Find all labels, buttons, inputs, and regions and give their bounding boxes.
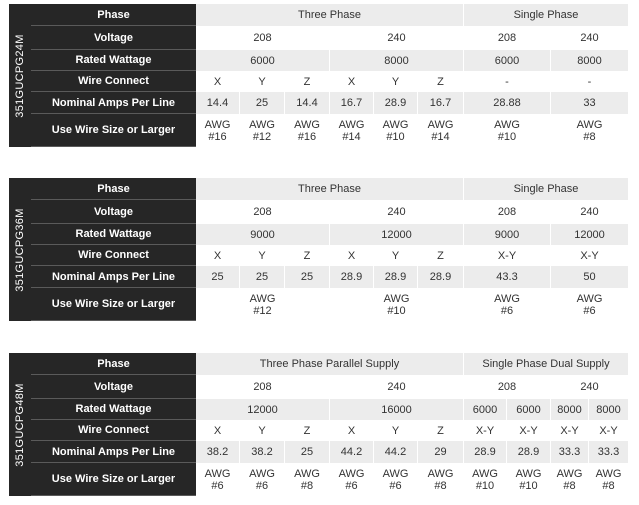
value-cell: 16.7 xyxy=(418,92,464,114)
row-header: Nominal Amps Per Line xyxy=(31,441,196,463)
value-cell: Y xyxy=(240,245,285,266)
value-cell: 208 xyxy=(196,375,330,399)
value-cell: Z xyxy=(285,245,330,266)
value-cell: X xyxy=(196,420,240,441)
value-cell: AWG #8 xyxy=(418,463,464,496)
value-cell: AWG #6 xyxy=(240,463,285,496)
spec-table xyxy=(9,353,628,496)
phase-row xyxy=(31,353,628,375)
value-cell: X-Y xyxy=(507,420,551,441)
value-cell: 8000 xyxy=(589,399,628,420)
value-cell: Z xyxy=(418,420,464,441)
value-cell: 44.2 xyxy=(330,441,374,463)
value-cell: 25 xyxy=(285,266,330,288)
value-cell: Three Phase xyxy=(196,4,464,26)
value-cell: Three Phase xyxy=(196,178,464,200)
value-cell: 14.4 xyxy=(285,92,330,114)
value-cell: 33.3 xyxy=(551,441,589,463)
voltage-row xyxy=(31,200,628,224)
wire-connect-row xyxy=(31,420,628,441)
value-cell: 25 xyxy=(285,441,330,463)
amps-row xyxy=(31,92,628,114)
model-number: 351GUCPG48M xyxy=(14,382,26,467)
value-cell: Single Phase Dual Supply xyxy=(464,353,628,375)
row-header: Nominal Amps Per Line xyxy=(31,92,196,114)
voltage-row xyxy=(31,375,628,399)
value-cell: AWG #8 xyxy=(551,114,628,147)
value-cell: 240 xyxy=(330,26,464,50)
value-cell: AWG #10 xyxy=(507,463,551,496)
value-cell: 25 xyxy=(240,92,285,114)
phase-row xyxy=(31,178,628,200)
value-cell: 28.9 xyxy=(374,266,418,288)
value-cell: AWG #6 xyxy=(374,463,418,496)
value-cell: AWG #10 xyxy=(330,288,464,321)
value-cell: 28.88 xyxy=(464,92,551,114)
wattage-row xyxy=(31,50,628,71)
row-header: Phase xyxy=(31,353,196,375)
value-cell: X-Y xyxy=(589,420,628,441)
value-cell: Y xyxy=(374,71,418,92)
row-header: Use Wire Size or Larger xyxy=(31,463,196,496)
value-cell: 38.2 xyxy=(196,441,240,463)
value-cell: 28.9 xyxy=(507,441,551,463)
amps-row xyxy=(31,266,628,288)
value-cell: X-Y xyxy=(464,420,507,441)
value-cell: AWG #10 xyxy=(374,114,418,147)
value-cell: X-Y xyxy=(551,245,628,266)
value-cell: 8000 xyxy=(551,399,589,420)
value-cell: 240 xyxy=(551,200,628,224)
row-header: Wire Connect xyxy=(31,420,196,441)
value-cell: 6000 xyxy=(507,399,551,420)
value-cell: 240 xyxy=(551,375,628,399)
wire-size-row xyxy=(31,288,628,321)
value-cell: 29 xyxy=(418,441,464,463)
value-cell: Z xyxy=(285,71,330,92)
phase-row xyxy=(31,4,628,26)
value-cell: Z xyxy=(285,420,330,441)
value-cell: 9000 xyxy=(464,224,551,245)
value-cell: AWG #16 xyxy=(196,114,240,147)
model-number: 351GUCPG36M xyxy=(14,207,26,292)
value-cell: 16000 xyxy=(330,399,464,420)
value-cell: Y xyxy=(374,420,418,441)
value-cell: 240 xyxy=(330,200,464,224)
value-cell: AWG #12 xyxy=(196,288,330,321)
value-cell: AWG #6 xyxy=(330,463,374,496)
value-cell: Three Phase Parallel Supply xyxy=(196,353,464,375)
value-cell: 50 xyxy=(551,266,628,288)
value-cell: X-Y xyxy=(464,245,551,266)
value-cell: 8000 xyxy=(551,50,628,71)
value-cell: AWG #14 xyxy=(330,114,374,147)
value-cell: Y xyxy=(240,420,285,441)
value-cell: AWG #16 xyxy=(285,114,330,147)
value-cell: 240 xyxy=(330,375,464,399)
row-header: Rated Wattage xyxy=(31,224,196,245)
row-header: Phase xyxy=(31,4,196,26)
row-header: Wire Connect xyxy=(31,245,196,266)
value-cell: 208 xyxy=(464,375,551,399)
value-cell: - xyxy=(464,71,551,92)
value-cell: X xyxy=(196,71,240,92)
wattage-row xyxy=(31,399,628,420)
value-cell: Single Phase xyxy=(464,4,628,26)
row-header: Voltage xyxy=(31,26,196,50)
value-cell: X xyxy=(330,245,374,266)
value-cell: AWG #8 xyxy=(589,463,628,496)
row-header: Wire Connect xyxy=(31,71,196,92)
row-header: Voltage xyxy=(31,375,196,399)
value-cell: X xyxy=(330,71,374,92)
value-cell: AWG #8 xyxy=(285,463,330,496)
value-cell: 6000 xyxy=(464,50,551,71)
value-cell: X-Y xyxy=(551,420,589,441)
value-cell: Y xyxy=(240,71,285,92)
value-cell: 208 xyxy=(196,26,330,50)
value-cell: Y xyxy=(374,245,418,266)
wire-connect-row xyxy=(31,245,628,266)
wattage-row xyxy=(31,224,628,245)
value-cell: 25 xyxy=(240,266,285,288)
value-cell: AWG #8 xyxy=(551,463,589,496)
row-header: Nominal Amps Per Line xyxy=(31,266,196,288)
value-cell: 9000 xyxy=(196,224,330,245)
value-cell: 12000 xyxy=(330,224,464,245)
value-cell: 6000 xyxy=(196,50,330,71)
value-cell: 14.4 xyxy=(196,92,240,114)
row-header: Voltage xyxy=(31,200,196,224)
value-cell: 208 xyxy=(464,200,551,224)
value-cell: AWG #6 xyxy=(196,463,240,496)
value-cell: 208 xyxy=(196,200,330,224)
value-cell: AWG #6 xyxy=(464,288,551,321)
value-cell: 16.7 xyxy=(330,92,374,114)
spec-table xyxy=(9,4,628,147)
value-cell: Single Phase xyxy=(464,178,628,200)
value-cell: 33 xyxy=(551,92,628,114)
value-cell: X xyxy=(330,420,374,441)
model-label xyxy=(9,353,31,496)
amps-row xyxy=(31,441,628,463)
value-cell: 44.2 xyxy=(374,441,418,463)
value-cell: AWG #10 xyxy=(464,463,507,496)
value-cell: 25 xyxy=(196,266,240,288)
row-header: Use Wire Size or Larger xyxy=(31,288,196,321)
value-cell: 12000 xyxy=(551,224,628,245)
row-header: Use Wire Size or Larger xyxy=(31,114,196,147)
value-cell: 43.3 xyxy=(464,266,551,288)
model-number: 351GUCPG24M xyxy=(14,33,26,118)
value-cell: 28.9 xyxy=(418,266,464,288)
value-cell: 38.2 xyxy=(240,441,285,463)
value-cell: 6000 xyxy=(464,399,507,420)
value-cell: 28.9 xyxy=(330,266,374,288)
value-cell: 208 xyxy=(464,26,551,50)
value-cell: 12000 xyxy=(196,399,330,420)
value-cell: 33.3 xyxy=(589,441,628,463)
value-cell: - xyxy=(551,71,628,92)
value-cell: 28.9 xyxy=(374,92,418,114)
value-cell: AWG #6 xyxy=(551,288,628,321)
value-cell: AWG #10 xyxy=(464,114,551,147)
wire-size-row xyxy=(31,463,628,496)
value-cell: Z xyxy=(418,245,464,266)
model-label xyxy=(9,4,31,147)
value-cell: 28.9 xyxy=(464,441,507,463)
value-cell: 240 xyxy=(551,26,628,50)
row-header: Phase xyxy=(31,178,196,200)
wire-connect-row xyxy=(31,71,628,92)
value-cell: AWG #12 xyxy=(240,114,285,147)
row-header: Rated Wattage xyxy=(31,50,196,71)
model-label xyxy=(9,178,31,321)
row-header: Rated Wattage xyxy=(31,399,196,420)
value-cell: X xyxy=(196,245,240,266)
value-cell: 8000 xyxy=(330,50,464,71)
spec-table xyxy=(9,178,628,321)
value-cell: Z xyxy=(418,71,464,92)
value-cell: AWG #14 xyxy=(418,114,464,147)
voltage-row xyxy=(31,26,628,50)
wire-size-row xyxy=(31,114,628,147)
